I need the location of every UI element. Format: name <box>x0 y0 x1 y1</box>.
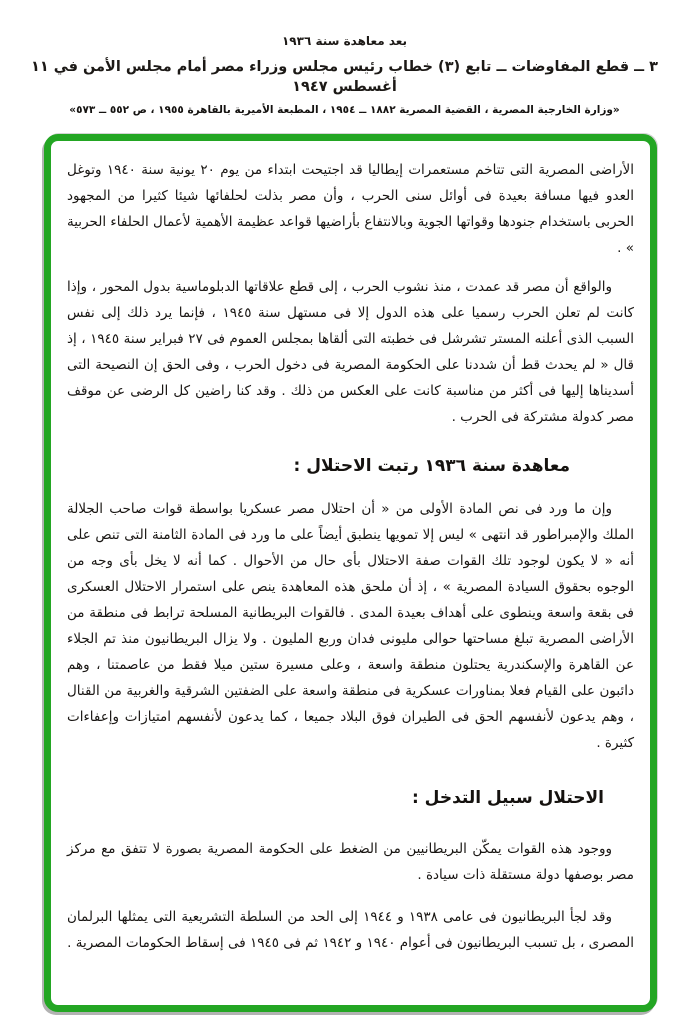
running-head: بعد معاهدة سنة ١٩٣٦ <box>281 34 408 48</box>
paragraph-legislative-limitation: وقد لجأ البريطانيون فى عامى ١٩٣٨ و ١٩٤٤ إلى الحد من السلطة التشريعية التى يمثلها البرلمان المصرى ، بل تسبب البريطانيون فى أعوام ١٩٤٠ و ١٩٤٢ ثم فى ١٩٤٥ فى إسقاط الحكومات المصرية . <box>67 909 634 951</box>
green-highlight-box <box>44 134 657 1012</box>
section-heading-occupation-means-of-intervention: الاحتلال سبيل التدخل : <box>411 788 604 808</box>
document-title: ٣ ــ قطع المفاوضات ــ تابع (٣) خطاب رئيس مجلس وزراء مصر أمام مجلس الأمن في ١١ أغسطس ١٩٤٧ <box>31 59 658 95</box>
source-citation: «وزارة الخارجية المصرية ، القضية المصرية ١٨٨٢ ــ ١٩٥٤ ، المطبعة الأميرية بالقاهرة ١٩٥٥ ، ص ٥٥٢ ــ ٥٧٣» <box>69 104 620 116</box>
section-heading-treaty-1936-occupation: معاهدة سنة ١٩٣٦ رتبت الاحتلال : <box>293 456 570 476</box>
paragraph-diplomatic-relations: والواقع أن مصر قد عمدت ، منذ نشوب الحرب ، إلى قطع علاقاتها الدبلوماسية بدول المحور ، وإذا كانت لم تعلن الحرب رسميا على هذه الدول إلا فى مستهل سنة ١٩٤٥ ، فإنما يرد ذلك إلى نفس السبب الذى أعلنه المستر تشرشل فى خطبته التى ألقاها بمجلس العموم فى ٢٧ فبراير سنة ١٩٤٥ ، إذ قال « لم يحدث قط أن شددنا على الحكومة المصرية فى دخول الحرب ، وفى الحق إن النصيحة التى أسديناها إليها فى أكثر من مناسبة كانت على العكس من ذلك . وقد كنا راضين كل الرضى عن موقف مصر كدولة مشتركة فى الحرب . <box>67 279 634 425</box>
paragraph-occupied-territories: الأراضى المصرية التى تتاخم مستعمرات إيطاليا قد اجتيحت ابتداء من يوم ٢٠ يونية سنة ١٩٤٠ وتوغل العدو فيها مسافة بعيدة فى أوائل سنى الحرب ، وأن مصر بذلت لحلفائها شيئا كثيرا من المجهود الحربى باستخدام جنودها وقواتها الجوية وبالانتفاع بأراضيها قواعد عظيمة الأهمية لأعمال الحلفاء الحربية » . <box>67 162 634 256</box>
page-header <box>0 34 689 116</box>
paragraph-british-pressure: ووجود هذه القوات يمكّن البريطانيين من الضغط على الحكومة المصرية بصورة لا تتفق مع مركز مصر بوصفها دولة مستقلة ذات سيادة . <box>67 841 634 883</box>
paragraph-article-one-camouflage: وإن ما ورد فى نص المادة الأولى من « أن احتلال مصر عسكريا بواسطة قوات صاحب الجلالة الملك والإمبراطور قد انتهى » ليس إلا تمويها ينطبق أيضاً على ما ورد فى المادة الثامنة التى تنص على أنه « لا يكون لوجود تلك القوات صفة الاحتلال بأى حال من الأحوال . كما أنه لا يخل بأى وجه من الوجوه بحقوق السيادة المصرية » ، إذ أن ملحق هذه المعاهدة ينص على استمرار الاحتلال العسكرى فى بقعة واسعة وينطوى على أهداف بعيدة المدى . فالقوات البريطانية المسلحة ترابط فى منطقة من الأراضى المصرية تبلغ مساحتها حوالى مليونى فدان وربع المليون . ولا يزال البريطانيون منذ تم الجلاء عن القاهرة والإسكندرية يحتلون منطقة واسعة ، وعلى مسيرة ستين ميلا فقط من عاصمتنا ، وهم دائبون على القيام فعلا بمناورات عسكرية فى منطقة واسعة على الضفتين الشرقية والغربية من القنال ، وهم يدعون لأنفسهم الحق فى الطيران فوق البلاد جميعا ، كما يدعون لأنفسهم امتيازات وإعفاءات كثيرة . <box>67 501 634 751</box>
